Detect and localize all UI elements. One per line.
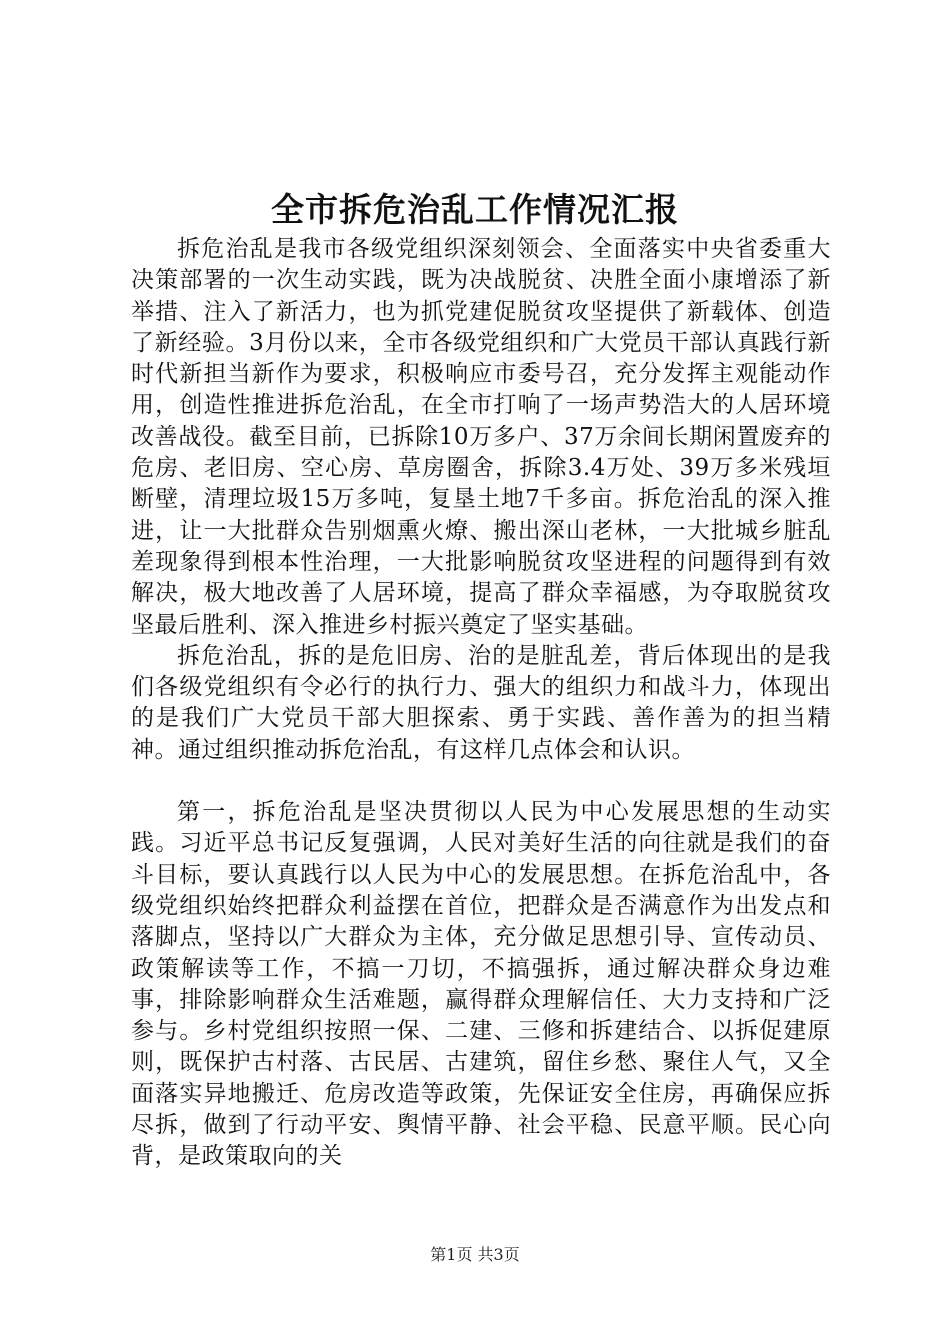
paragraph-reflection: 拆危治乱，拆的是危旧房、治的是脏乱差，背后体现出的是我们各级党组织有令必行的执行力、强大的组织力和战斗力，体现出的是我们广大党员干部大胆探索、勇于实践、善作善为的担当精神。通过组织推动拆危治乱，有这样几点体会和认识。 bbox=[131, 642, 831, 763]
paragraph-intro: 拆危治乱是我市各级党组织深刻领会、全面落实中央省委重大决策部署的一次生动实践，既为决战脱贫、决胜全面小康增添了新举措、注入了新活力，也为抓党建促脱贫攻坚提供了新载体、创造了新经验。3月份以来，全市各级党组织和广大党员干部认真践行新时代新担当新作为要求，积极响应市委号召，充分发挥主观能动作用，创造性推进拆危治乱，在全市打响了一场声势浩大的人居环境改善战役。截至目前，已拆除10万多户、37万余间长期闲置废弃的危房、老旧房、空心房、草房圈舍，拆除3.4万处、39万多米残垣断壁，清理垃圾15万多吨，复垦土地7千多亩。拆危治乱的深入推进，让一大批群众告别烟熏火燎、搬出深山老林，一大批城乡脏乱差现象得到根本性治理，一大批影响脱贫攻坚进程的问题得到有效解决，极大地改善了人居环境，提高了群众幸福感，为夺取脱贫攻坚最后胜利、深入推进乡村振兴奠定了坚实基础。 bbox=[131, 236, 831, 638]
document-body bbox=[131, 234, 831, 1173]
paragraph-point-one: 第一，拆危治乱是坚决贯彻以人民为中心发展思想的生动实践。习近平总书记反复强调，人民对美好生活的向往就是我们的奋斗目标，要认真践行以人民为中心的发展思想。在拆危治乱中，各级党组织始终把群众利益摆在首位，把群众是否满意作为出发点和落脚点，坚持以广大群众为主体，充分做足思想引导、宣传动员、政策解读等工作，不搞一刀切，不搞强拆，通过解决群众身边难事，排除影响群众生活难题，赢得群众理解信任、大力支持和广泛参与。乡村党组织按照一保、二建、三修和拆建结合、以拆促建原则，既保护古村落、古民居、古建筑，留住乡愁、聚住人气，又全面落实异地搬迁、危房改造等政策，先保证安全住房，再确保应拆尽拆，做到了行动平安、舆情平静、社会平稳、民意平顺。民心向背，是政策取向的关 bbox=[131, 799, 831, 1170]
page-footer: 第1页 共3页 bbox=[430, 1245, 520, 1264]
paragraph-spacer bbox=[131, 766, 831, 797]
document-title: 全市拆危治乱工作情况汇报 bbox=[271, 190, 679, 229]
